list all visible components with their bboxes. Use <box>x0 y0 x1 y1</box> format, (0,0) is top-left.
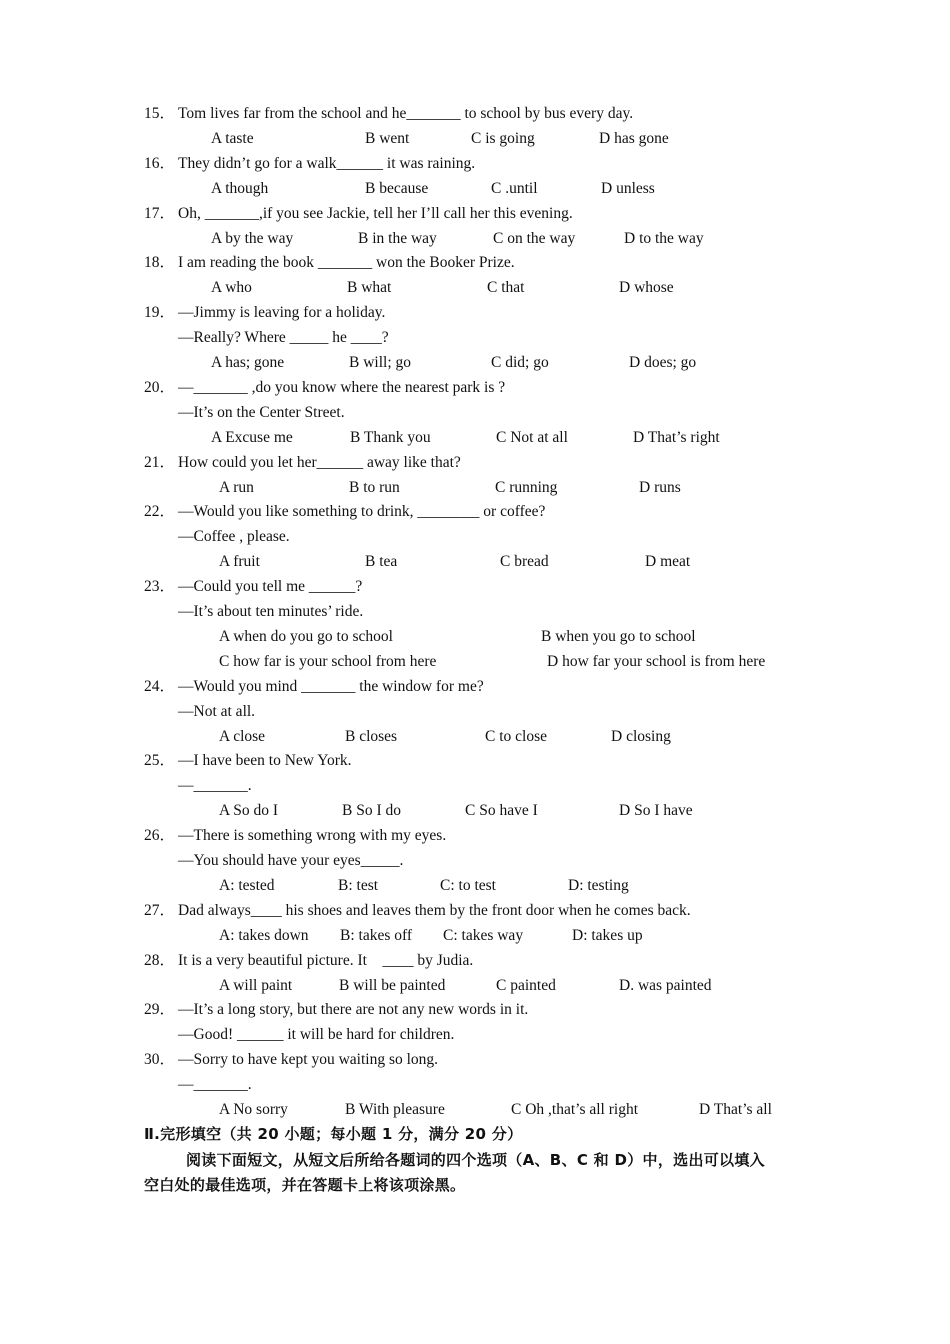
answer-option: C is going <box>471 129 535 147</box>
answer-option: C on the way <box>493 229 576 247</box>
answer-option: A has; gone <box>211 354 285 371</box>
question-text: How could you let her______ away like that? <box>178 453 461 471</box>
answer-option: A So do I <box>219 802 278 820</box>
answer-option: C .until <box>491 179 538 197</box>
answer-option: B when you go to school <box>541 627 696 645</box>
answer-option: B tea <box>365 553 398 571</box>
question-number: 20． <box>144 378 176 396</box>
question-number: 18． <box>144 254 176 272</box>
question-text: —Jimmy is leaving for a holiday. <box>178 304 386 322</box>
question-number: 26． <box>144 827 176 845</box>
answer-option: B: test <box>338 876 379 894</box>
answer-option: D closing <box>611 727 671 745</box>
question-text: —_______. <box>178 777 252 795</box>
answer-option: B because <box>365 179 429 197</box>
answer-option: C bread <box>500 553 549 571</box>
section-instruction: 阅读下面短文，从短文后所给各题词的四个选项（A、B、C 和 D）中，选出可以填入 <box>186 1151 765 1169</box>
answer-option: A run <box>219 478 254 496</box>
answer-option: B With pleasure <box>345 1101 445 1118</box>
answer-option: A close <box>219 727 266 745</box>
answer-option: C to close <box>485 727 547 745</box>
question-text: It is a very beautiful picture. It ____ by Judia. <box>178 951 474 969</box>
answer-option: C Not at all <box>496 428 568 446</box>
question-number: 24． <box>144 677 176 695</box>
answer-option: B will be painted <box>339 976 446 994</box>
answer-option: A when do you go to school <box>219 627 393 645</box>
question-text: —Sorry to have kept you waiting so long. <box>178 1051 439 1069</box>
question-text: —It’s about ten minutes’ ride. <box>178 603 364 620</box>
question-text: —Could you tell me ______? <box>178 578 363 596</box>
answer-option: B what <box>347 279 392 297</box>
question-number: 30． <box>144 1051 176 1069</box>
question-text: —_______. <box>178 1076 252 1094</box>
question-text: —It’s a long story, but there are not any new words in it. <box>178 1001 529 1019</box>
question-text: I am reading the book _______ won the Booker Prize. <box>178 254 515 272</box>
answer-option: A: takes down <box>219 926 309 944</box>
answer-option: C: takes way <box>443 926 524 944</box>
answer-option: A: tested <box>219 876 275 894</box>
answer-option: C Oh ,that’s all right <box>511 1101 639 1118</box>
question-number: 17． <box>144 204 176 222</box>
question-text: —Would you mind _______ the window for me? <box>178 677 484 695</box>
answer-option: C painted <box>496 976 556 994</box>
answer-option: D has gone <box>599 129 669 147</box>
question-text: —Would you like something to drink, ________ or coffee? <box>178 503 546 521</box>
question-number: 27． <box>144 901 176 919</box>
question-number: 19． <box>144 304 176 322</box>
answer-option: D to the way <box>624 229 704 247</box>
answer-option: A fruit <box>219 553 260 571</box>
answer-option: B will; go <box>349 354 412 371</box>
answer-option: C running <box>495 478 558 496</box>
answer-option: C that <box>487 279 525 297</box>
question-number: 16． <box>144 154 176 172</box>
answer-option: D So I have <box>619 802 693 820</box>
answer-option: B: takes off <box>340 926 413 944</box>
question-text: —You should have your eyes_____. <box>178 852 404 869</box>
question-text: —_______ ,do you know where the nearest park is ? <box>178 378 506 396</box>
question-text: Tom lives far from the school and he_______ to school by bus every day. <box>178 105 634 122</box>
answer-option: A will paint <box>219 976 293 994</box>
answer-option: B closes <box>345 727 398 745</box>
answer-option: C did; go <box>491 354 549 371</box>
answer-option: A taste <box>211 129 254 147</box>
question-text: —There is something wrong with my eyes. <box>178 827 447 845</box>
answer-option: B to run <box>349 478 400 496</box>
section-instruction: 空白处的最佳选项，并在答题卡上将该项涂黑。 <box>144 1176 466 1194</box>
answer-option: D unless <box>601 179 655 197</box>
question-number: 25． <box>144 752 176 770</box>
answer-option: B Thank you <box>350 428 431 446</box>
answer-option: D does; go <box>629 354 697 371</box>
question-text: —Coffee , please. <box>178 528 290 546</box>
question-number: 21． <box>144 453 176 471</box>
answer-option: D: testing <box>568 876 629 894</box>
answer-option: A who <box>211 279 252 297</box>
question-number: 28． <box>144 951 176 969</box>
question-text: Oh, _______,if you see Jackie, tell her I’ll call her this evening. <box>178 204 573 222</box>
answer-option: B So I do <box>342 802 401 820</box>
section-heading: Ⅱ.完形填空（共 20 小题；每小题 1 分，满分 20 分） <box>144 1125 523 1143</box>
answer-option: A though <box>211 179 269 197</box>
answer-option: B went <box>365 129 410 147</box>
question-text: —Really? Where _____ he ____? <box>178 329 389 347</box>
question-number: 29． <box>144 1001 176 1019</box>
question-text: —Not at all. <box>178 702 256 720</box>
answer-option: D runs <box>639 478 681 496</box>
question-text: They didn’t go for a walk______ it was raining. <box>178 154 476 172</box>
question-number: 15． <box>144 105 176 122</box>
answer-option: D. was painted <box>619 976 712 994</box>
answer-option: B in the way <box>358 229 437 247</box>
answer-option: D That’s right <box>633 428 720 446</box>
question-number: 22． <box>144 503 176 521</box>
question-number: 23． <box>144 578 176 596</box>
answer-option: D whose <box>619 279 674 297</box>
answer-option: C So have I <box>465 802 538 820</box>
answer-option: A by the way <box>211 229 294 247</box>
question-text: —Good! ______ it will be hard for children. <box>178 1026 455 1044</box>
answer-option: D: takes up <box>572 926 643 944</box>
answer-option: D That’s all <box>699 1101 772 1118</box>
answer-option: A Excuse me <box>211 428 293 446</box>
answer-option: A No sorry <box>219 1101 288 1118</box>
answer-option: C: to test <box>440 876 496 894</box>
question-text: —I have been to New York. <box>178 752 352 770</box>
question-text: Dad always____ his shoes and leaves them by the front door when he comes back. <box>178 901 691 919</box>
question-text: —It’s on the Center Street. <box>178 403 345 421</box>
answer-option: D meat <box>645 553 691 571</box>
answer-option: D how far your school is from here <box>547 652 766 670</box>
answer-option: C how far is your school from here <box>219 652 437 670</box>
